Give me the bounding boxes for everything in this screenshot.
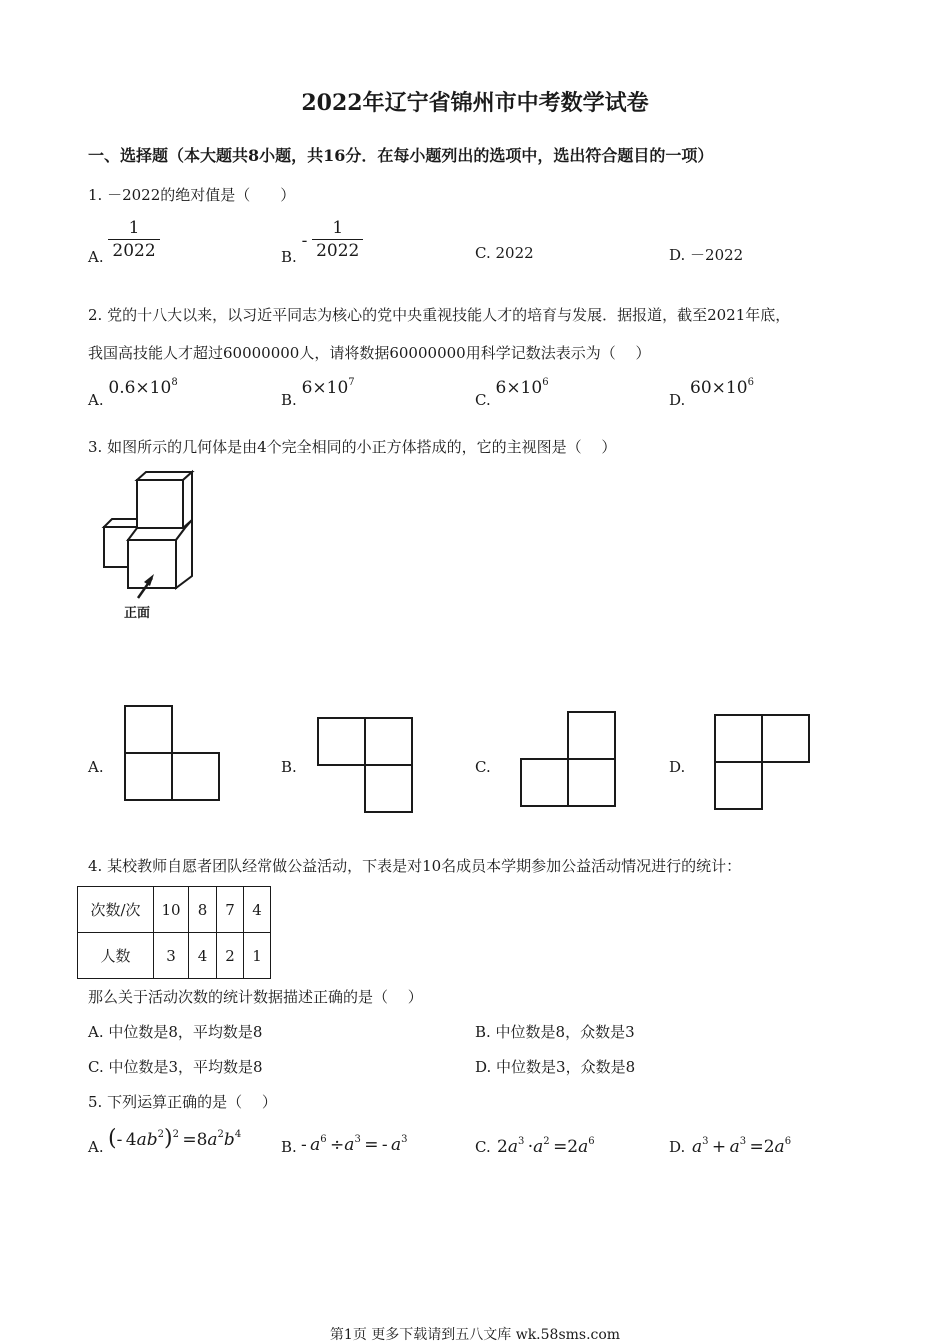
math-expression bbox=[496, 378, 549, 398]
q3-option-b-label[interactable]: B. bbox=[281, 758, 297, 776]
section-heading: 一、选择题（本大题共8小题，共16分．在每小题列出的选项中，选出符合题目的一项） bbox=[88, 146, 714, 165]
table-cell: 1 bbox=[244, 933, 271, 979]
question-4-prompt: 那么关于活动次数的统计数据描述正确的是（ ） bbox=[88, 988, 423, 1006]
math-exponent: 8 bbox=[171, 377, 178, 388]
q5-option-b-expression: - $a^6 \div a^3$ = - $a^3$ bbox=[301, 1134, 408, 1155]
q3-option-b-view[interactable] bbox=[317, 717, 413, 813]
fraction-denominator: 2022 bbox=[312, 239, 363, 262]
q3-option-a-view[interactable] bbox=[124, 705, 220, 801]
q4-option-d[interactable]: D. 中位数是3，众数是8 bbox=[475, 1058, 636, 1076]
q3-option-a-label[interactable]: A. bbox=[88, 758, 104, 776]
table-cell: 7 bbox=[217, 887, 244, 933]
math-base: 6×10 bbox=[495, 378, 543, 398]
question-2-stem-line1: 2. 党的十八大以来，以习近平同志为核心的党中央重视技能人才的培育与发展．据报道，截至2021年底， bbox=[88, 306, 791, 324]
q4-option-a[interactable]: A. 中位数是8，平均数是8 bbox=[88, 1023, 263, 1041]
page-footer: 第1页 更多下载请到五八文库 wk.58sms.com bbox=[329, 1327, 621, 1343]
q1-option-a[interactable] bbox=[88, 217, 160, 266]
math-exponent: 7 bbox=[348, 377, 355, 388]
q4-option-b[interactable]: B. 中位数是8，众数是3 bbox=[475, 1023, 635, 1041]
table-cell: 4 bbox=[189, 933, 217, 979]
table-cell: 人数 bbox=[78, 933, 154, 979]
minus-sign: - bbox=[301, 230, 308, 251]
math-base: 0.6×10 bbox=[108, 378, 172, 398]
fraction bbox=[108, 217, 159, 262]
q2-option-d[interactable] bbox=[669, 377, 754, 409]
math-exponent: 6 bbox=[542, 377, 549, 388]
question-3-stem: 3. 如图所示的几何体是由4个完全相同的小正方体搭成的，它的主视图是（ ） bbox=[88, 438, 617, 456]
q5-option-c-expression: $2a^3 \cdot a^2 =2a^6$ bbox=[497, 1136, 595, 1157]
q5-option-c-label[interactable]: C. bbox=[475, 1138, 491, 1156]
q5-option-a-label[interactable]: A. bbox=[88, 1138, 104, 1156]
q3-option-d-label[interactable]: D. bbox=[669, 758, 686, 776]
stats-table bbox=[77, 886, 271, 979]
q5-option-d-expression: $a^3 + a^3 =2a^6$ bbox=[692, 1136, 792, 1157]
math-base: 6×10 bbox=[301, 378, 349, 398]
fraction-denominator: 2022 bbox=[108, 239, 159, 262]
fraction bbox=[312, 217, 363, 262]
table-cell: 次数/次 bbox=[78, 887, 154, 933]
math-base: 60×10 bbox=[690, 378, 748, 398]
q3-option-c-view[interactable] bbox=[520, 711, 616, 807]
q1-option-d[interactable]: D. －2022 bbox=[669, 246, 744, 264]
q1-option-c[interactable]: C. 2022 bbox=[475, 244, 534, 262]
question-2-stem-line2: 我国高技能人才超过60000000人，请将数据60000000用科学记数法表示为（ ） bbox=[88, 344, 651, 362]
table-row bbox=[78, 933, 271, 979]
q2-option-b[interactable] bbox=[281, 377, 355, 409]
table-cell: 3 bbox=[154, 933, 189, 979]
q5-option-a-expression: (- $4ab^2)^2 =8a^2b^4$ bbox=[108, 1126, 242, 1151]
cube-figure bbox=[100, 470, 200, 620]
page-title: 2022年辽宁省锦州市中考数学试卷 bbox=[301, 90, 649, 116]
math-expression bbox=[690, 378, 754, 398]
option-label: A. bbox=[88, 391, 104, 409]
fraction-numerator: 1 bbox=[128, 218, 140, 238]
q3-option-c-label[interactable]: C. bbox=[475, 758, 491, 776]
question-1-stem: 1. －2022的绝对值是（ ） bbox=[88, 186, 296, 204]
table-cell: 2 bbox=[217, 933, 244, 979]
question-4-stem: 4. 某校教师自愿者团队经常做公益活动，下表是对10名成员本学期参加公益活动情况进行的统计： bbox=[88, 857, 742, 875]
option-label: C. bbox=[475, 391, 491, 409]
math-expression bbox=[302, 378, 355, 398]
q1-option-b[interactable] bbox=[281, 217, 363, 266]
option-label: D. bbox=[669, 391, 686, 409]
table-cell: 4 bbox=[244, 887, 271, 933]
q3-option-d-view[interactable] bbox=[714, 714, 810, 810]
q5-option-b-label[interactable]: B. bbox=[281, 1138, 297, 1156]
fraction-numerator: 1 bbox=[332, 218, 344, 238]
math-expression bbox=[108, 378, 177, 398]
option-label: B. bbox=[281, 391, 297, 409]
table-cell: 10 bbox=[154, 887, 189, 933]
table-cell: 8 bbox=[189, 887, 217, 933]
q2-option-c[interactable] bbox=[475, 377, 549, 409]
q5-option-d-label[interactable]: D. bbox=[669, 1138, 686, 1156]
math-exponent: 6 bbox=[747, 377, 754, 388]
question-5-stem: 5. 下列运算正确的是（ ） bbox=[88, 1093, 277, 1111]
q4-option-c[interactable]: C. 中位数是3，平均数是8 bbox=[88, 1058, 263, 1076]
q2-option-a[interactable] bbox=[88, 377, 178, 409]
front-label: 正面 bbox=[124, 606, 151, 621]
table-row bbox=[78, 887, 271, 933]
option-label: A. bbox=[88, 247, 104, 266]
option-label: B. bbox=[281, 247, 297, 266]
